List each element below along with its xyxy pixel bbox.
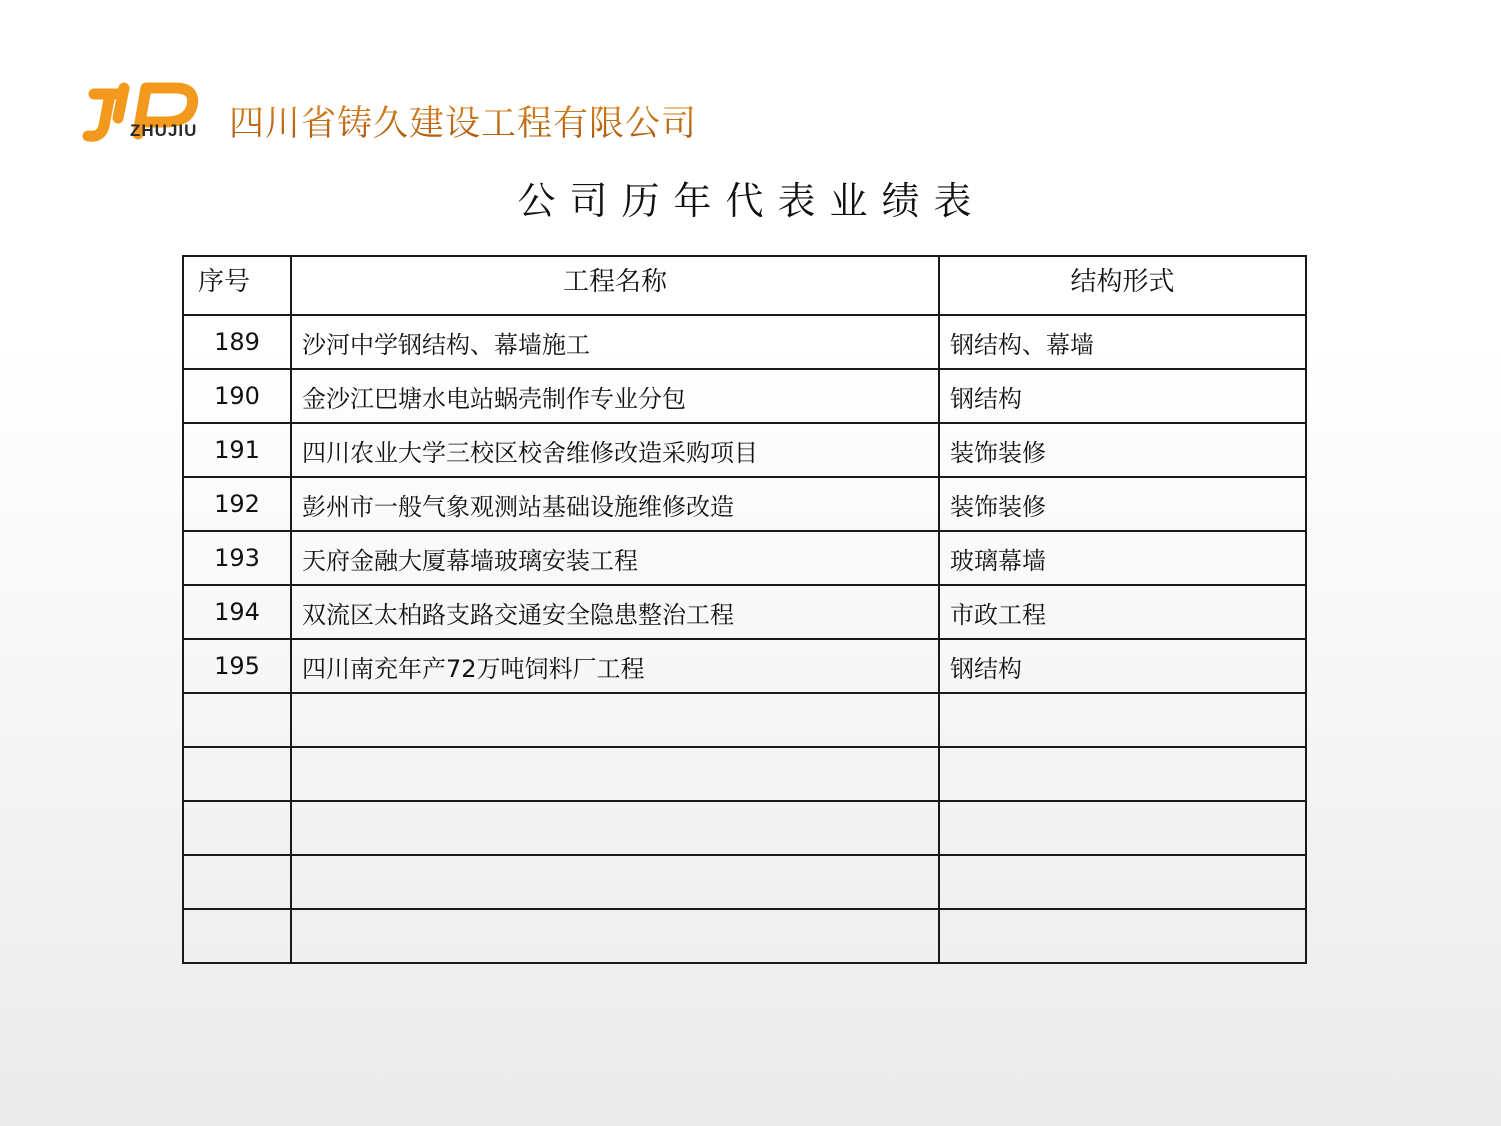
page-title: 公司历年代表业绩表 [517, 179, 986, 223]
serial-number-cell [183, 855, 291, 909]
serial-number-cell: 191 [183, 423, 291, 477]
structure-type-cell: 玻璃幕墙 [939, 531, 1306, 585]
table-row [183, 423, 1306, 477]
project-name-cell: 四川农业大学三校区校舍维修改造采购项目 [291, 423, 939, 477]
project-name-cell: 四川南充年产72万吨饲料厂工程 [291, 639, 939, 693]
company-name: 四川省铸久建设工程有限公司 [229, 96, 697, 146]
header-structure-type: 结构形式 [939, 256, 1306, 315]
project-name-cell [291, 747, 939, 801]
structure-type-cell [939, 747, 1306, 801]
project-name-cell: 沙河中学钢结构、幕墙施工 [291, 315, 939, 369]
table-row [183, 639, 1306, 693]
project-name-cell [291, 801, 939, 855]
structure-type-cell [939, 693, 1306, 747]
table-row [183, 531, 1306, 585]
structure-type-cell [939, 855, 1306, 909]
serial-number-cell: 193 [183, 531, 291, 585]
table-header-row [183, 256, 1306, 315]
logo-wordmark: ZHUJIU [130, 121, 198, 140]
serial-number-cell [183, 693, 291, 747]
serial-number-cell [183, 747, 291, 801]
structure-type-cell: 装饰装修 [939, 477, 1306, 531]
table-row-empty [183, 855, 1306, 909]
structure-type-cell [939, 909, 1306, 963]
serial-number-cell: 190 [183, 369, 291, 423]
table-row-empty [183, 909, 1306, 963]
serial-number-cell: 194 [183, 585, 291, 639]
table-row-empty [183, 801, 1306, 855]
serial-number-cell: 189 [183, 315, 291, 369]
performance-table [182, 255, 1307, 964]
table-row-empty [183, 693, 1306, 747]
header-serial-number: 序号 [183, 256, 291, 315]
table-row [183, 585, 1306, 639]
project-name-cell: 双流区太柏路支路交通安全隐患整治工程 [291, 585, 939, 639]
structure-type-cell [939, 801, 1306, 855]
table-row [183, 315, 1306, 369]
structure-type-cell: 钢结构 [939, 369, 1306, 423]
serial-number-cell [183, 909, 291, 963]
serial-number-cell [183, 801, 291, 855]
serial-number-cell: 192 [183, 477, 291, 531]
header-project-name: 工程名称 [291, 256, 939, 315]
project-name-cell: 彭州市一般气象观测站基础设施维修改造 [291, 477, 939, 531]
serial-number-cell: 195 [183, 639, 291, 693]
table-row [183, 369, 1306, 423]
project-name-cell: 天府金融大厦幕墙玻璃安装工程 [291, 531, 939, 585]
table-row-empty [183, 747, 1306, 801]
structure-type-cell: 装饰装修 [939, 423, 1306, 477]
table-row [183, 477, 1306, 531]
project-name-cell [291, 855, 939, 909]
structure-type-cell: 钢结构 [939, 639, 1306, 693]
project-name-cell [291, 909, 939, 963]
structure-type-cell: 钢结构、幕墙 [939, 315, 1306, 369]
project-name-cell: 金沙江巴塘水电站蜗壳制作专业分包 [291, 369, 939, 423]
project-name-cell [291, 693, 939, 747]
structure-type-cell: 市政工程 [939, 585, 1306, 639]
